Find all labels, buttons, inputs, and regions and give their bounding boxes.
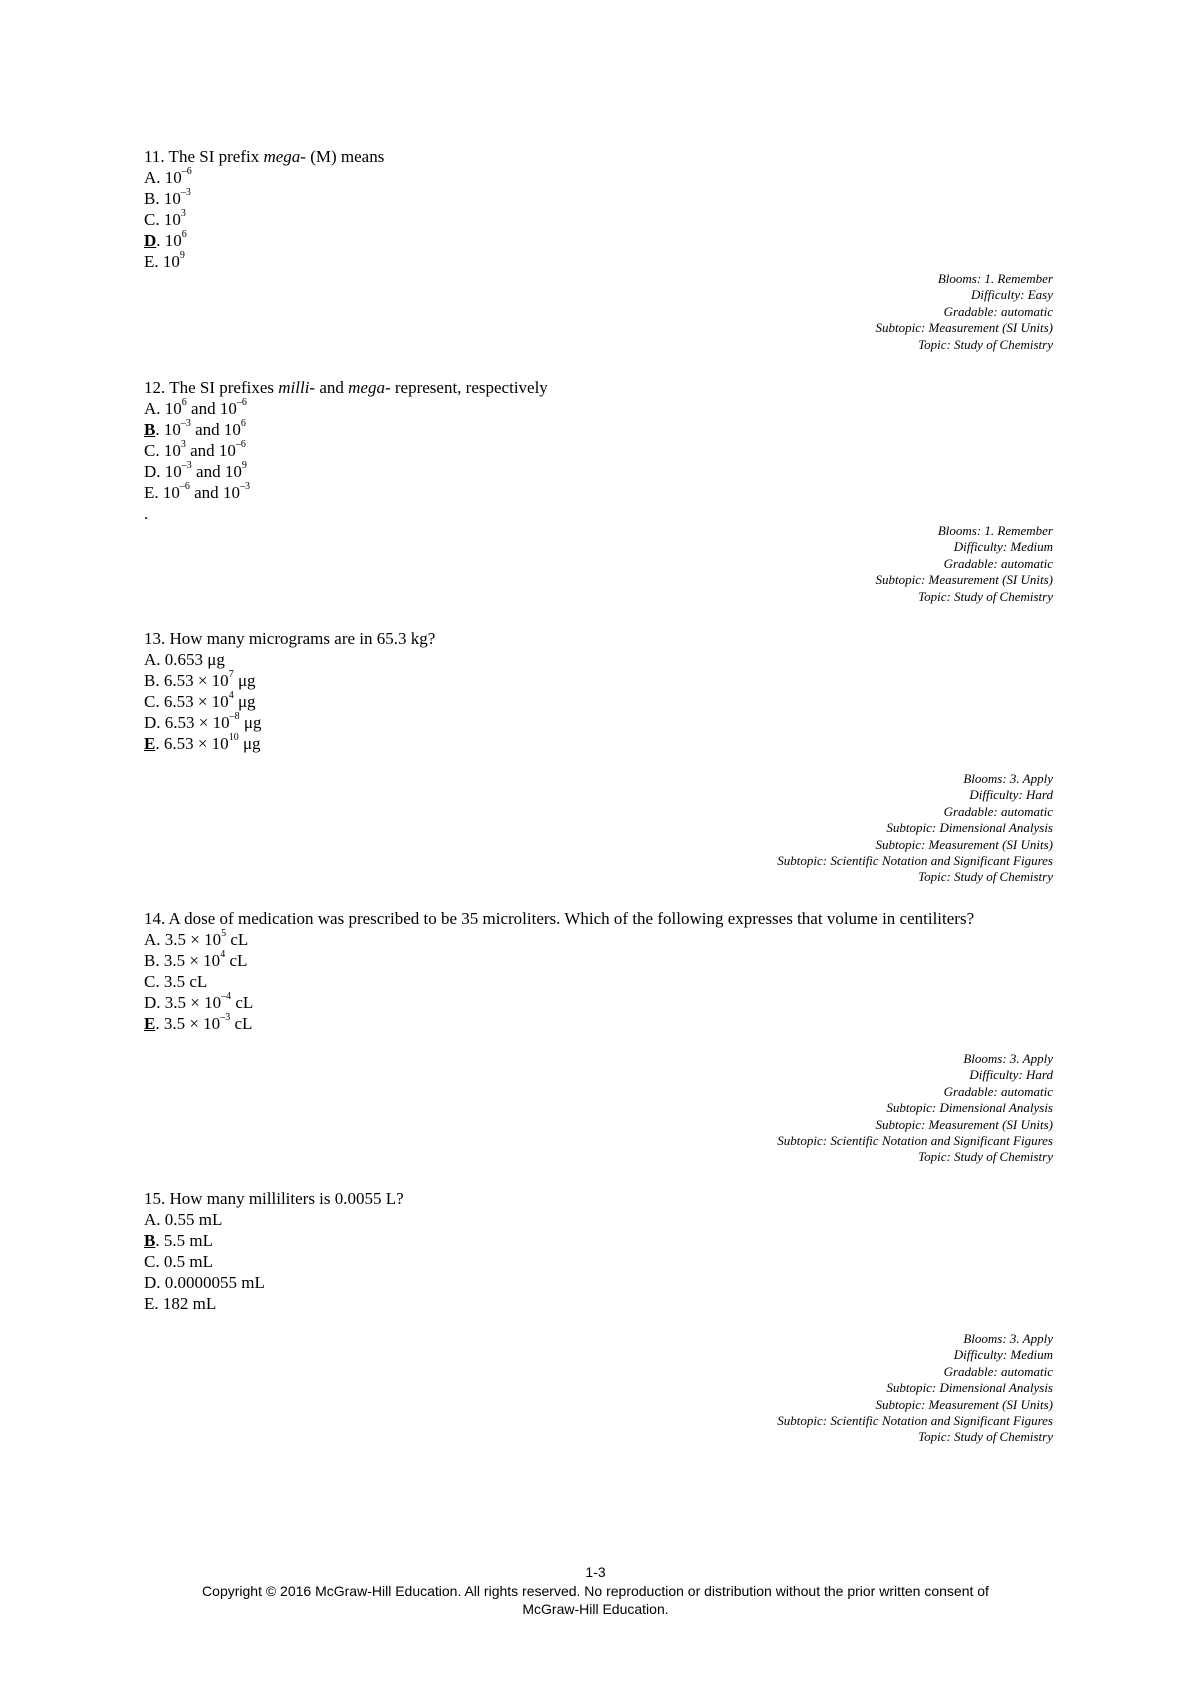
question-stem: 12. The SI prefixes milli- and mega- represent, respectively [144, 378, 548, 397]
page-number: 1-3 [585, 1564, 606, 1580]
option-d: D. $3.5 \times 10^{-4}$ cL [144, 991, 254, 1012]
option-b: B. $3.5 \times 10^4$ cL [144, 949, 248, 970]
option-c: C. 0.5 mL [144, 1252, 213, 1271]
question-15-metadata: Blooms: 3. Apply Difficulty: Medium Gradable: automatic Subtopic: Dimensional Analysis Subtopic: Measurement (SI Units) Subtopic: Scientific Notation and Significant Figures Topic: Study of Chemistry [777, 1331, 1053, 1445]
question-stem: 14. A dose of medication was prescribed to be 35 microliters. Which of the following expresses that volume in centiliters? [144, 909, 975, 928]
question-stem: 15. How many milliliters is 0.0055 L? [144, 1189, 404, 1208]
question-12-metadata: Blooms: 1. Remember Difficulty: Medium Gradable: automatic Subtopic: Measurement (SI Units) Topic: Study of Chemistry [875, 523, 1053, 604]
question-14 [144, 908, 1064, 1034]
question-stem: 13. How many micrograms are in 65.3 kg? [144, 629, 436, 648]
option-d: D. 0.0000055 mL [144, 1273, 265, 1292]
option-c: C. $6.53 \times 10^4$ μg [144, 690, 256, 711]
option-a: A. $10^6$ and $10^{-6}$ [144, 397, 247, 418]
option-a: A. $10^{-6}$ [144, 166, 192, 187]
option-c: C. $10^3$ [144, 208, 186, 229]
option-a: A. 0.55 mL [144, 1210, 223, 1229]
page-footer [0, 1563, 1191, 1619]
option-a: A. $3.5 \times 10^5$ cL [144, 928, 249, 949]
trailing-period: . [144, 504, 149, 523]
copyright-line-2: McGraw-Hill Education. [522, 1601, 669, 1617]
option-e: E. $10^9$ [144, 250, 185, 271]
copyright-line-1: Copyright © 2016 McGraw-Hill Education. All rights reserved. No reproduction or distribution without the prior written consent of [202, 1582, 989, 1599]
option-e: E. 182 mL [144, 1294, 217, 1313]
question-11-metadata: Blooms: 1. Remember Difficulty: Easy Gradable: automatic Subtopic: Measurement (SI Units) Topic: Study of Chemistry [875, 271, 1053, 352]
option-b: B. $10^{-3}$ [144, 187, 191, 208]
option-b-correct: B. $10^{-3}$ and $10^6$ [144, 418, 246, 439]
question-13-metadata: Blooms: 3. Apply Difficulty: Hard Gradable: automatic Subtopic: Dimensional Analysis Subtopic: Measurement (SI Units) Subtopic: Scientific Notation and Significant Figures Topic: Study of Chemistry [777, 771, 1053, 885]
question-13 [144, 628, 1064, 754]
option-c: C. $10^3$ and $10^{-6}$ [144, 439, 246, 460]
question-11 [144, 146, 1064, 272]
question-14-metadata: Blooms: 3. Apply Difficulty: Hard Gradable: automatic Subtopic: Dimensional Analysis Subtopic: Measurement (SI Units) Subtopic: Scientific Notation and Significant Figures Topic: Study of Chemistry [777, 1051, 1053, 1165]
option-e-correct: E. $6.53 \times 10^{10}$ μg [144, 732, 261, 753]
option-e-correct: E. $3.5 \times 10^{-3}$ cL [144, 1012, 253, 1033]
option-c: C. 3.5 cL [144, 972, 208, 991]
option-d: D. $10^{-3}$ and $10^9$ [144, 460, 247, 481]
option-d-correct: D. $10^6$ [144, 229, 187, 250]
option-b: B. $6.53 \times 10^7$ μg [144, 669, 256, 690]
question-stem: 11. The SI prefix mega- (M) means [144, 147, 385, 166]
option-d: D. $6.53 \times 10^{-8}$ μg [144, 711, 262, 732]
option-a: A. 0.653 μg [144, 650, 225, 669]
question-15 [144, 1188, 1064, 1314]
option-e: E. $10^{-6}$ and $10^{-3}$ [144, 481, 250, 502]
option-b-correct: B. 5.5 mL [144, 1231, 213, 1250]
question-12 [144, 377, 1064, 524]
